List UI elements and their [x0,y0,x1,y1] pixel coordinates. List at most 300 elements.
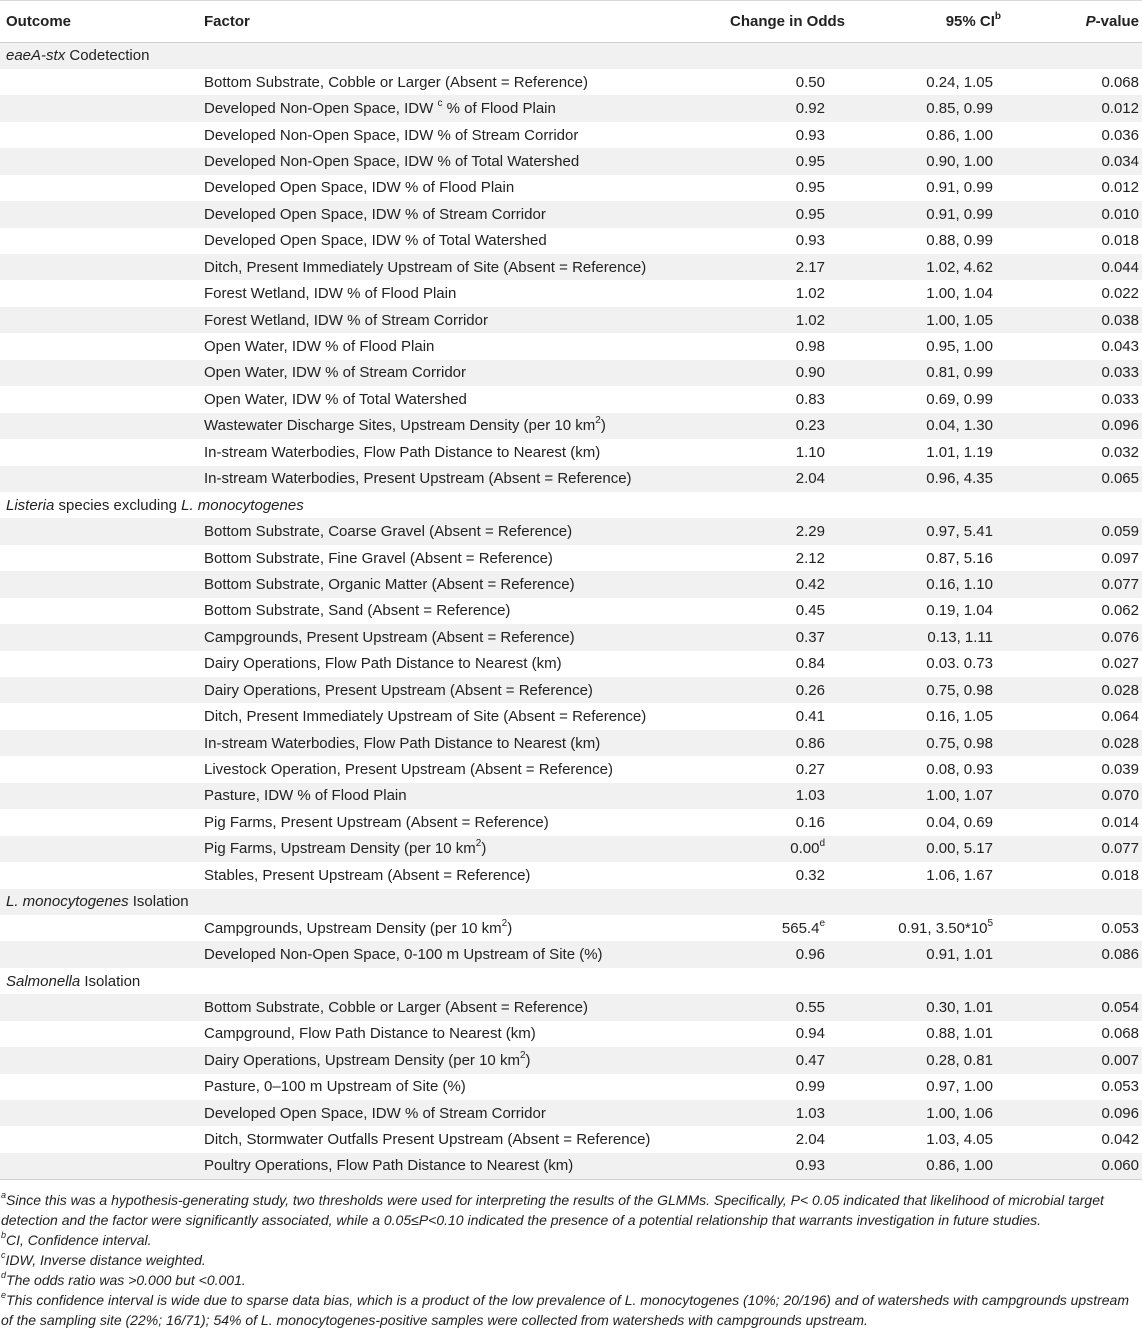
p-value: 0.028 [1101,734,1139,752]
footnote [1,1190,1142,1230]
factor-superscript: 2 [595,415,601,427]
factor-cell [202,545,692,571]
table-row [0,941,1142,967]
p-value-cell [1052,1153,1142,1179]
p-value: 0.018 [1101,232,1139,250]
confidence-interval-cell [872,1100,1052,1126]
table-row [0,95,1142,121]
change-in-odds-cell [692,148,872,174]
p-value-cell [1052,1074,1142,1100]
outcome-cell [0,651,202,677]
p-value: 0.039 [1101,761,1139,779]
ci-value: 0.88, 1.01 [926,1025,993,1043]
factor-cell [202,730,692,756]
factor-text: Stables, Present Upstream (Absent = Reference) [204,866,531,884]
p-value: 0.076 [1101,628,1139,646]
p-value-cell [1052,598,1142,624]
p-value: 0.064 [1101,708,1139,726]
ci-value: 0.87, 5.16 [926,549,993,567]
factor-text: Dairy Operations, Present Upstream (Absent = Reference) [204,681,593,699]
footnote-mark: e [1,1290,7,1301]
p-value: 0.097 [1101,549,1139,567]
factor-text: Developed Non-Open Space, IDW [204,100,438,118]
odds-value: 0.94 [795,1025,825,1043]
odds-superscript: d [819,838,825,850]
factor-cell [202,703,692,729]
p-value: 0.096 [1101,417,1139,435]
change-in-odds-cell [692,518,872,544]
odds-value: 0.99 [795,1078,825,1096]
change-in-odds-cell [692,915,872,941]
factor-text: Ditch, Stormwater Outfalls Present Upstream (Absent = Reference) [204,1131,651,1149]
group-title-italic: L. monocytogenes [6,893,129,911]
outcome-cell [0,783,202,809]
confidence-interval-cell [872,1153,1052,1179]
table-row [0,862,1142,888]
p-value: 0.034 [1101,152,1139,170]
outcome-cell [0,703,202,729]
odds-value: 0.42 [795,575,825,593]
outcome-group-row [0,889,1142,915]
p-value-cell [1052,466,1142,492]
p-value-cell [1052,386,1142,412]
odds-value: 0.37 [795,628,825,646]
outcome-cell [0,1074,202,1100]
factor-cell [202,677,692,703]
change-in-odds-cell [692,1074,872,1100]
odds-value: 1.02 [795,285,825,303]
factor-cell [202,756,692,782]
outcome-cell [0,360,202,386]
odds-value: 0.16 [795,813,825,831]
table-row [0,1074,1142,1100]
change-in-odds-cell [692,545,872,571]
factor-cell [202,386,692,412]
factor-cell [202,836,692,862]
change-in-odds-cell [692,651,872,677]
factor-text: Pig Farms, Present Upstream (Absent = Reference) [204,813,549,831]
table-row [0,703,1142,729]
p-value: 0.018 [1101,866,1139,884]
factor-cell [202,994,692,1020]
odds-value: 0.93 [795,232,825,250]
factor-cell [202,1074,692,1100]
confidence-interval-cell [872,783,1052,809]
change-in-odds-cell [692,1021,872,1047]
odds-value: 0.92 [795,100,825,118]
change-in-odds-cell [692,783,872,809]
factor-text: Bottom Substrate, Coarse Gravel (Absent = Reference) [204,523,573,541]
outcome-cell [0,386,202,412]
factor-text: Campgrounds, Present Upstream (Absent = Reference) [204,628,575,646]
ci-value: 0.04, 0.69 [926,813,993,831]
confidence-interval-cell [872,836,1052,862]
change-in-odds-cell [692,571,872,597]
factor-cell [202,439,692,465]
factor-text: Bottom Substrate, Cobble or Larger (Absent = Reference) [204,73,588,91]
odds-value: 2.17 [795,258,825,276]
footnote-text: This confidence interval is wide due to sparse data bias, which is a product of the low prevalence of L. monocytogenes (10%; 20/196) and of watersheds with campgrounds upstream of the sampling site (22%; 16/71); 54% of L. monocytogenes-positive samples were collected from watersheds with campgrounds upstream. [1,1291,1129,1328]
outcome-cell [0,836,202,862]
ci-value: 0.30, 1.01 [926,998,993,1016]
table-row [0,518,1142,544]
p-value-cell [1052,624,1142,650]
table-row [0,386,1142,412]
ci-value: 1.01, 1.19 [926,443,993,461]
change-in-odds-cell [692,809,872,835]
p-value: 0.062 [1101,602,1139,620]
factor-text: % of Flood Plain [442,100,556,118]
confidence-interval-cell [872,703,1052,729]
p-value: 0.033 [1101,364,1139,382]
p-value-cell [1052,333,1142,359]
p-value-cell [1052,518,1142,544]
factor-cell [202,624,692,650]
outcome-cell [0,624,202,650]
footnote [1,1290,1142,1330]
outcome-cell [0,809,202,835]
factor-text: Open Water, IDW % of Flood Plain [204,338,435,356]
factor-text: Open Water, IDW % of Total Watershed [204,390,467,408]
p-value-cell [1052,148,1142,174]
odds-value: 0.45 [795,602,825,620]
outcome-cell [0,1153,202,1179]
ci-value: 1.06, 1.67 [926,866,993,884]
ci-value: 0.91, 3.50*10 [898,919,988,937]
change-in-odds-cell [692,756,872,782]
confidence-interval-cell [872,518,1052,544]
factor-text: Developed Non-Open Space, 0-100 m Upstream of Site (%) [204,946,603,964]
outcome-group-row [0,968,1142,994]
outcome-cell [0,915,202,941]
factor-text: Pig Farms, Upstream Density (per 10 km [204,840,476,858]
p-value: 0.014 [1101,813,1139,831]
factor-cell [202,1153,692,1179]
odds-value: 2.04 [795,470,825,488]
p-value-cell [1052,994,1142,1020]
odds-value: 1.10 [795,443,825,461]
confidence-interval-cell [872,466,1052,492]
factor-cell [202,466,692,492]
factor-cell [202,69,692,95]
factor-cell [202,941,692,967]
footnote [1,1250,1142,1270]
factor-cell [202,280,692,306]
confidence-interval-cell [872,545,1052,571]
ci-value: 0.81, 0.99 [926,364,993,382]
p-value: 0.053 [1101,1078,1139,1096]
p-value-cell [1052,571,1142,597]
confidence-interval-cell [872,122,1052,148]
change-in-odds-cell [692,333,872,359]
factor-text: Campgrounds, Upstream Density (per 10 km [204,919,502,937]
ci-value: 0.95, 1.00 [926,338,993,356]
ci-value: 0.28, 0.81 [926,1051,993,1069]
outcome-cell [0,756,202,782]
odds-value: 2.12 [795,549,825,567]
p-value-cell [1052,545,1142,571]
table-row [0,69,1142,95]
p-value-cell [1052,756,1142,782]
p-value-cell [1052,122,1142,148]
confidence-interval-cell [872,1047,1052,1073]
ci-value: 0.86, 1.00 [926,1157,993,1175]
confidence-interval-cell [872,756,1052,782]
change-in-odds-cell [692,1047,872,1073]
confidence-interval-cell [872,201,1052,227]
factor-cell [202,333,692,359]
p-value-cell [1052,413,1142,439]
odds-value: 1.03 [795,787,825,805]
factor-text: Bottom Substrate, Fine Gravel (Absent = Reference) [204,549,553,567]
factor-text: Developed Open Space, IDW % of Stream Corridor [204,205,546,223]
ci-value: 1.03, 4.05 [926,1131,993,1149]
factor-text: ) [525,1051,531,1069]
p-value: 0.012 [1101,100,1139,118]
outcome-group-title [0,43,1142,69]
odds-value: 0.95 [795,179,825,197]
change-in-odds-cell [692,228,872,254]
outcome-cell [0,201,202,227]
table-row [0,994,1142,1020]
table-row [0,624,1142,650]
group-title-text: Isolation [128,893,189,911]
change-in-odds-cell [692,1100,872,1126]
confidence-interval-cell [872,1126,1052,1152]
factor-text: Wastewater Discharge Sites, Upstream Density (per 10 km [204,417,596,435]
factor-cell [202,1126,692,1152]
confidence-interval-cell [872,69,1052,95]
ci-value: 0.86, 1.00 [926,126,993,144]
p-value: 0.054 [1101,998,1139,1016]
ci-value: 0.00, 5.17 [926,840,993,858]
outcome-cell [0,333,202,359]
group-title-text: Isolation [80,972,141,990]
change-in-odds-cell [692,201,872,227]
ci-value: 1.00, 1.07 [926,787,993,805]
footnote [1,1270,1142,1290]
confidence-interval-cell [872,228,1052,254]
odds-value: 0.98 [795,338,825,356]
ci-value: 0.08, 0.93 [926,761,993,779]
change-in-odds-cell [692,386,872,412]
confidence-interval-cell [872,386,1052,412]
footnote-text: The odds ratio was >0.000 but <0.001. [6,1271,246,1288]
outcome-cell [0,413,202,439]
factor-cell [202,1047,692,1073]
factor-text: Forest Wetland, IDW % of Flood Plain [204,285,457,303]
factor-text: Campground, Flow Path Distance to Nearest (km) [204,1025,536,1043]
factor-text: Developed Non-Open Space, IDW % of Total Watershed [204,152,580,170]
outcome-cell [0,254,202,280]
confidence-interval-cell [872,730,1052,756]
factor-cell [202,201,692,227]
p-value-cell [1052,677,1142,703]
p-value-cell [1052,1021,1142,1047]
group-title-text: species excluding [54,496,182,514]
outcome-cell [0,545,202,571]
table-row [0,122,1142,148]
ci-value: 0.88, 0.99 [926,232,993,250]
p-value: 0.010 [1101,205,1139,223]
odds-value: 0.55 [795,998,825,1016]
ci-value: 0.91, 1.01 [926,946,993,964]
change-in-odds-cell [692,624,872,650]
outcome-group-title [0,968,1142,994]
table-row [0,254,1142,280]
odds-value: 2.29 [795,523,825,541]
p-value-cell [1052,783,1142,809]
confidence-interval-cell [872,175,1052,201]
footnote-text: IDW, Inverse distance weighted. [5,1251,206,1268]
footnote-mark: d [1,1270,7,1281]
confidence-interval-cell [872,1021,1052,1047]
odds-value: 1.03 [795,1104,825,1122]
p-value: 0.077 [1101,840,1139,858]
ci-value: 0.85, 0.99 [926,100,993,118]
confidence-interval-cell [872,809,1052,835]
factor-text: Ditch, Present Immediately Upstream of Site (Absent = Reference) [204,708,647,726]
odds-value: 1.02 [795,311,825,329]
factor-superscript: 2 [475,838,482,850]
ci-value: 0.13, 1.11 [927,628,993,646]
p-value: 0.007 [1101,1051,1139,1069]
change-in-odds-cell [692,69,872,95]
table-row [0,836,1142,862]
p-value: 0.027 [1101,655,1139,673]
factor-cell [202,148,692,174]
outcome-cell [0,730,202,756]
confidence-interval-cell [872,941,1052,967]
change-in-odds-cell [692,95,872,121]
confidence-interval-cell [872,624,1052,650]
table-row [0,360,1142,386]
table-row [0,413,1142,439]
p-value: 0.053 [1101,919,1139,937]
confidence-interval-cell [872,651,1052,677]
change-in-odds-cell [692,360,872,386]
p-value: 0.077 [1101,575,1139,593]
outcome-cell [0,862,202,888]
ci-value: 0.75, 0.98 [926,734,993,752]
factor-text: In-stream Waterbodies, Flow Path Distance to Nearest (km) [204,734,601,752]
factor-text: Bottom Substrate, Organic Matter (Absent = Reference) [204,575,575,593]
odds-value: 0.90 [795,364,825,382]
ci-value: 0.97, 5.41 [926,523,993,541]
change-in-odds-cell [692,439,872,465]
factor-text: ) [600,417,606,435]
p-value: 0.038 [1101,311,1139,329]
factor-cell [202,360,692,386]
odds-value: 0.86 [795,734,825,752]
p-value: 0.022 [1101,285,1139,303]
footnote-mark: b [1,1230,7,1241]
change-in-odds-cell [692,280,872,306]
table-row [0,280,1142,306]
change-in-odds-cell [692,175,872,201]
confidence-interval-cell [872,333,1052,359]
p-value-cell [1052,280,1142,306]
change-in-odds-cell [692,862,872,888]
outcome-cell [0,677,202,703]
p-value: 0.032 [1101,443,1139,461]
factor-cell [202,254,692,280]
change-in-odds-cell [692,413,872,439]
p-value: 0.042 [1101,1131,1139,1149]
p-value-cell [1052,730,1142,756]
confidence-interval-cell [872,915,1052,941]
change-in-odds-cell [692,703,872,729]
confidence-interval-cell [872,148,1052,174]
table-row [0,783,1142,809]
ci-value: 0.69, 0.99 [926,390,993,408]
factor-text: Bottom Substrate, Cobble or Larger (Absent = Reference) [204,998,588,1016]
factor-text: Ditch, Present Immediately Upstream of Site (Absent = Reference) [204,258,647,276]
table-row [0,1153,1142,1179]
ci-value: 0.96, 4.35 [926,470,993,488]
header-change-in-odds: Change in Odds [692,1,872,43]
change-in-odds-cell [692,677,872,703]
ci-value: 1.02, 4.62 [926,258,993,276]
confidence-interval-cell [872,1074,1052,1100]
p-value: 0.012 [1101,179,1139,197]
table-row [0,730,1142,756]
factor-text: ) [507,919,513,937]
factor-text: Dairy Operations, Flow Path Distance to Nearest (km) [204,655,562,673]
table-row [0,571,1142,597]
ci-value: 0.90, 1.00 [926,152,993,170]
outcome-cell [0,1047,202,1073]
group-title-text: Codetection [65,47,150,65]
factor-text: ) [481,840,487,858]
odds-superscript: e [819,917,825,929]
outcome-cell [0,69,202,95]
footnote-text: Since this was a hypothesis-generating study, two thresholds were used for interpreting the results of the GLMMs. Specifically, P< 0.05 indicated that likelihood of microbial target detection and the factor were significantly associated, while a 0.05≤P<0.10 indicated the presence of a potential relationship that warrants investigation in future studies. [1,1191,1104,1228]
p-value-cell [1052,941,1142,967]
odds-value: 0.95 [795,205,825,223]
factor-cell [202,175,692,201]
odds-value: 0.27 [795,761,825,779]
factor-cell [202,809,692,835]
table-row [0,677,1142,703]
factor-text: Pasture, 0–100 m Upstream of Site (%) [204,1078,466,1096]
header-factor: Factor [202,1,692,43]
ci-value: 0.04, 1.30 [926,417,993,435]
factor-text: Developed Open Space, IDW % of Flood Plain [204,179,515,197]
p-value: 0.044 [1101,258,1139,276]
confidence-interval-cell [872,280,1052,306]
odds-value: 0.41 [795,708,825,726]
table-row [0,1126,1142,1152]
group-title-italic: eaeA-stx [6,47,66,65]
ci-value: 1.00, 1.06 [926,1104,993,1122]
odds-value: 0.00 [790,840,820,858]
odds-value: 0.93 [795,126,825,144]
outcome-cell [0,571,202,597]
odds-value: 0.47 [795,1051,825,1069]
table-row [0,307,1142,333]
outcome-cell [0,466,202,492]
confidence-interval-cell [872,360,1052,386]
factor-cell [202,915,692,941]
odds-value: 0.93 [795,1157,825,1175]
ci-value: 0.91, 0.99 [926,205,993,223]
change-in-odds-cell [692,941,872,967]
p-value-cell [1052,69,1142,95]
factor-cell [202,413,692,439]
factor-cell [202,571,692,597]
factor-superscript: c [437,98,443,110]
